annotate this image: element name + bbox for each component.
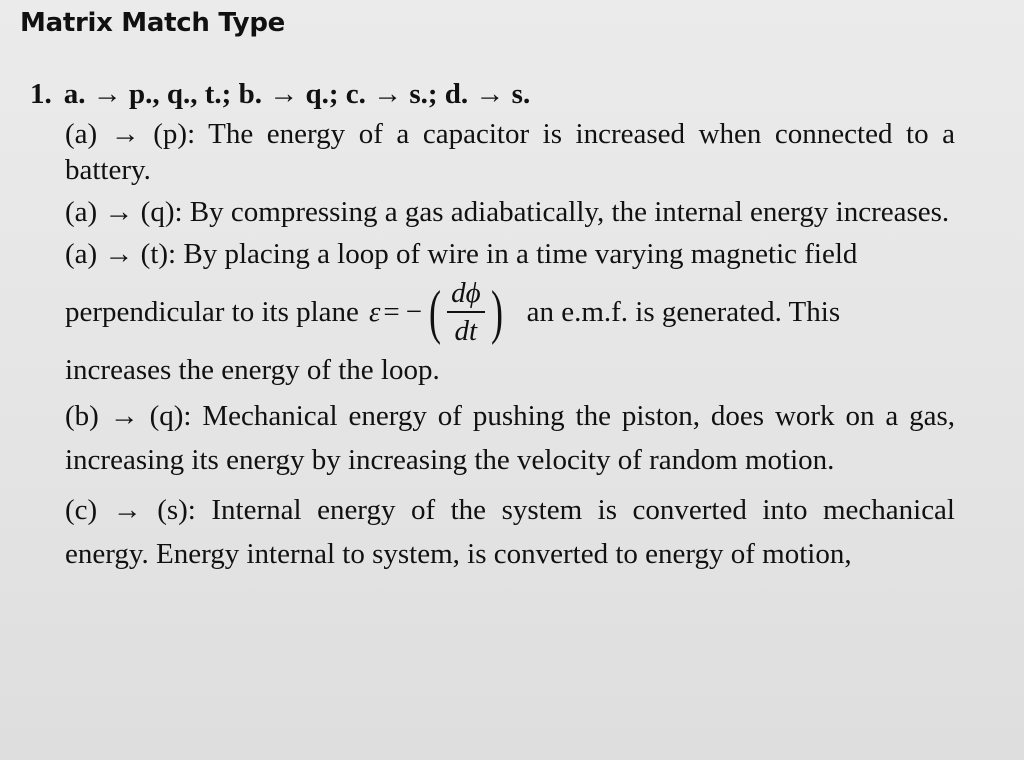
answer-content [30,74,955,576]
explanation-c-s: (c) → (s): Internal energy of the system is converted into mechanical energy. Energy internal to system, is converted to energy of motion, [65,494,955,570]
explanation-a-p: (a) → (p): The energy of a capacitor is increased when connected to a battery. [65,118,955,186]
formula-suffix-text: an e.m.f. is generated. This [526,295,841,328]
explanation-a-t-start: (a) → (t): By placing a loop of wire in a time varying magnetic field [65,238,858,270]
formula-equals: = [383,295,400,328]
answer-key-line [30,74,955,114]
formula-lhs: ε [368,295,381,328]
formula-denominator: dt [454,315,478,347]
explanation-a-q: (a) → (q): By compressing a gas adiabatically, the internal energy increases. [65,196,950,228]
formula-minus: − [405,295,423,328]
formula-numerator: dϕ [447,277,485,313]
formula-fraction [447,277,485,347]
formula-line [65,272,955,352]
formula-prefix-text: perpendicular to its plane [65,295,359,328]
emf-formula [369,277,507,347]
section-heading: Matrix Match Type [20,8,285,38]
formula-right-paren: ) [490,279,503,345]
explanation-a-t-end: increases the energy of the loop. [65,354,440,386]
question-number: 1. [30,78,52,110]
formula-left-paren: ( [429,279,442,345]
explanation-b-q: (b) → (q): Mechanical energy of pushing the piston, does work on a gas, increasing its energy by increasing the velocity of random motion. [65,400,955,476]
answer-key: a. → p., q., t.; b. → q.; c. → s.; d. → s. [63,78,531,110]
